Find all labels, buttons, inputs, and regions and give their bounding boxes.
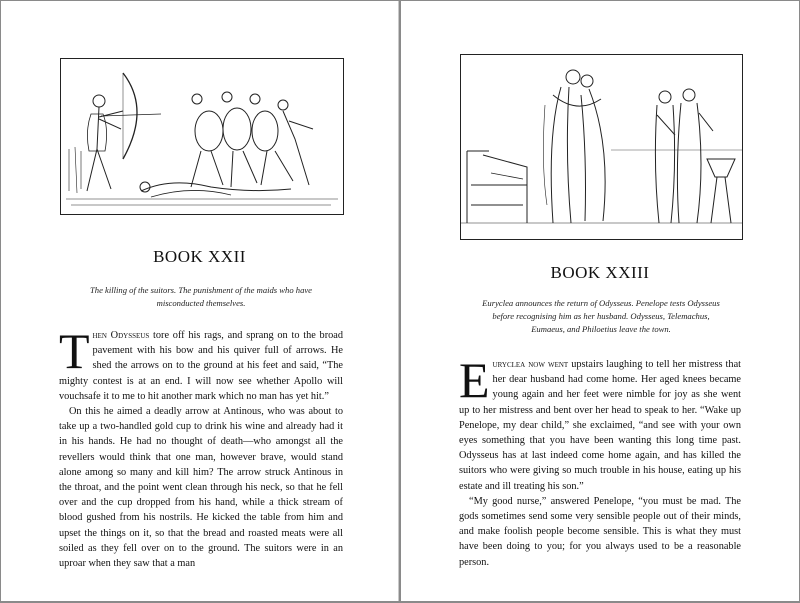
paragraph-1-text: upstairs laughing to tell her mistress that her dear husband had come home. Her aged knees became young again and her feet were nimble for joy as she went up to her mistress and bent over her head to speak to her. “Wake up Penelope, my dear child,” she exclaimed, “and see with your own eyes something that you have been wanting this long time past. Odysseus has at last indeed come home again, and has killed the suitors who were giving so much trouble in his house, eating up his estate and ill treating his son.” xyxy=(459,359,742,492)
lead-in: uryclea now went xyxy=(492,359,569,370)
lead-in: hen Odysseus xyxy=(92,330,150,341)
right-page xyxy=(401,1,799,601)
paragraph-2: On this he aimed a deadly arrow at Antinous, who was about to take up a two-handled gold cup to drink his wine and already had it in his hands. He had no thought of death—who amongst all the revellers would think that one man, however brave, would stand alone among so many and kill him? The arrow struck Antinous in the throat, and the point went clean through his neck, so that he fell over and the cup dropped from his hand, while a thick stream of blood gushed from his nostrils. He kicked the table from him and upset the things on it, so that the bread and roasted meats were all soiled as they fell over on to the ground. The suitors were in an uproar when they saw that a man xyxy=(59,406,343,570)
drop-cap: E xyxy=(459,352,490,408)
embrace-scene-drawing xyxy=(461,55,742,239)
book-title: BOOK XXII xyxy=(153,247,246,266)
left-illustration xyxy=(60,58,344,215)
paragraph-1 xyxy=(59,323,343,404)
left-page xyxy=(1,1,399,601)
chapter-summary: Euryclea announces the return of Odysseus. Penelope tests Odysseus before recognising him as her husband. Odysseus, Telemachus, Eumaeus, and Philoetius leave the town. xyxy=(482,298,720,334)
archer-scene-drawing xyxy=(61,59,343,214)
body-text xyxy=(459,352,742,570)
book-title: BOOK XXIII xyxy=(550,263,650,282)
paragraph-2: “My good nurse,” answered Penelope, “you must be mad. The gods sometimes send some very sensible people out of their minds, and make foolish people become sensible. This is what they must have been doing to you; for you always used to be a reasonable person. xyxy=(459,495,741,568)
paragraph-1 xyxy=(459,352,742,494)
body-text xyxy=(59,323,343,571)
right-illustration xyxy=(460,54,743,240)
chapter-summary: The killing of the suitors. The punishment of the maids who have misconducted themselves. xyxy=(90,285,312,308)
drop-cap: T xyxy=(59,323,90,379)
paragraph-1-text: tore off his rags, and sprang on to the broad pavement with his bow and his quiver full of arrows. He shed the arrows on to the ground at his feet and said, “The mighty contest is at an end. I will now see whether Apollo will vouchsafe it to me to hit another mark which no man has yet hit.” xyxy=(59,330,343,402)
